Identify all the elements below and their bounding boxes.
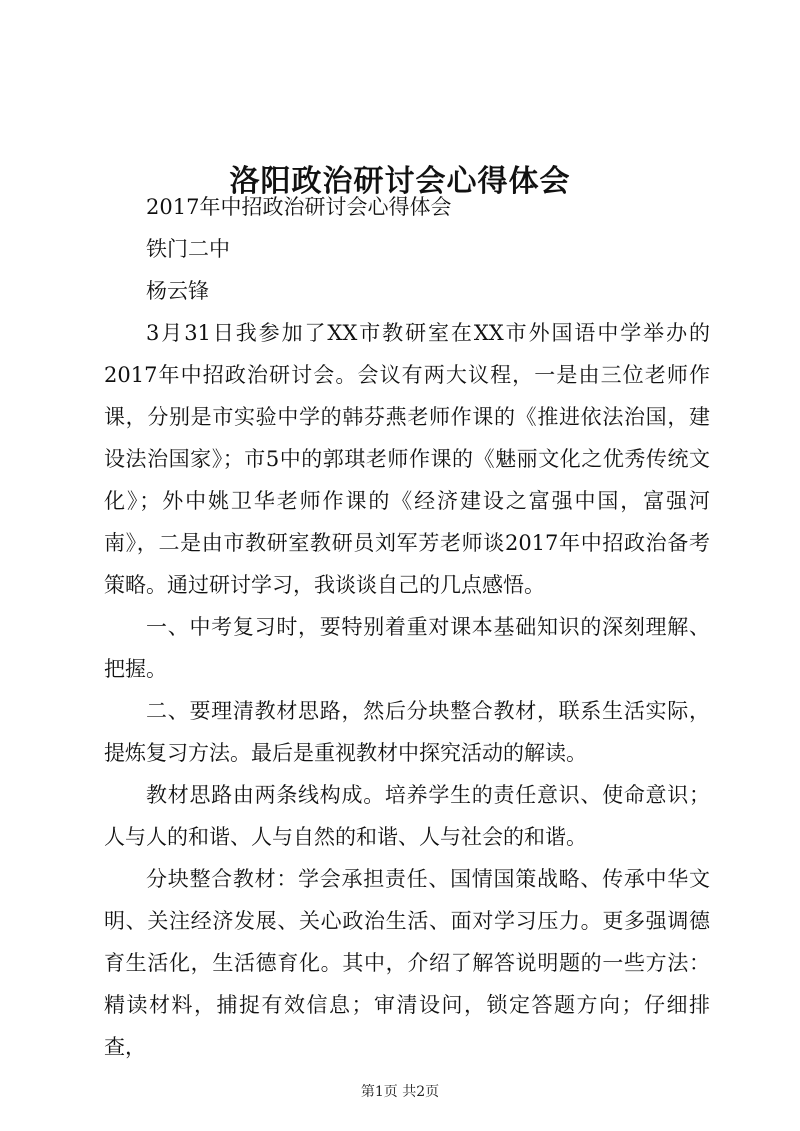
body-paragraph: 一、中考复习时，要特别着重对课本基础知识的深刻理解、把握。 [104,615,710,681]
page-title: 洛阳政治研讨会心得体会 [229,164,571,200]
subtitle-paragraph: 2017年中招政治研讨会心得体会 [146,195,452,219]
body-paragraph: 二、要理清教材思路，然后分块整合教材，联系生活实际，提炼复习方法。最后是重视教材中探究活动的解读。 [104,699,710,765]
author-paragraph: 杨云锋 [146,279,209,303]
body-paragraph: 分块整合教材：学会承担责任、国情国策战略、传承中华文明、关注经济发展、关心政治生活、面对学习压力。更多强调德育生活化，生活德育化。其中，介绍了解答说明题的一些方法：精读材料，捕捉有效信息；审清设问，锁定答题方向；仔细排查， [104,867,710,1059]
body-paragraph: 教材思路由两条线构成。培养学生的责任意识、使命意识；人与人的和谐、人与自然的和谐、人与社会的和谐。 [104,783,710,849]
page-footer: 第1页 共2页 [360,1084,440,1100]
school-paragraph: 铁门二中 [146,237,230,261]
body-paragraph: 3月31日我参加了XX市教研室在XX市外国语中学举办的2017年中招政治研讨会。会议有两大议程，一是由三位老师作课，分别是市实验中学的韩芬燕老师作课的《推进依法治国，建设法治国家》；市5中的郭琪老师作课的《魅丽文化之优秀传统文化》；外中姚卫华老师作课的《经济建设之富强中国，富强河南》，二是由市教研室教研员刘军芳老师谈2017年中招政治备考策略。通过研讨学习，我谈谈自己的几点感悟。 [104,321,710,597]
document-body [104,186,710,1068]
